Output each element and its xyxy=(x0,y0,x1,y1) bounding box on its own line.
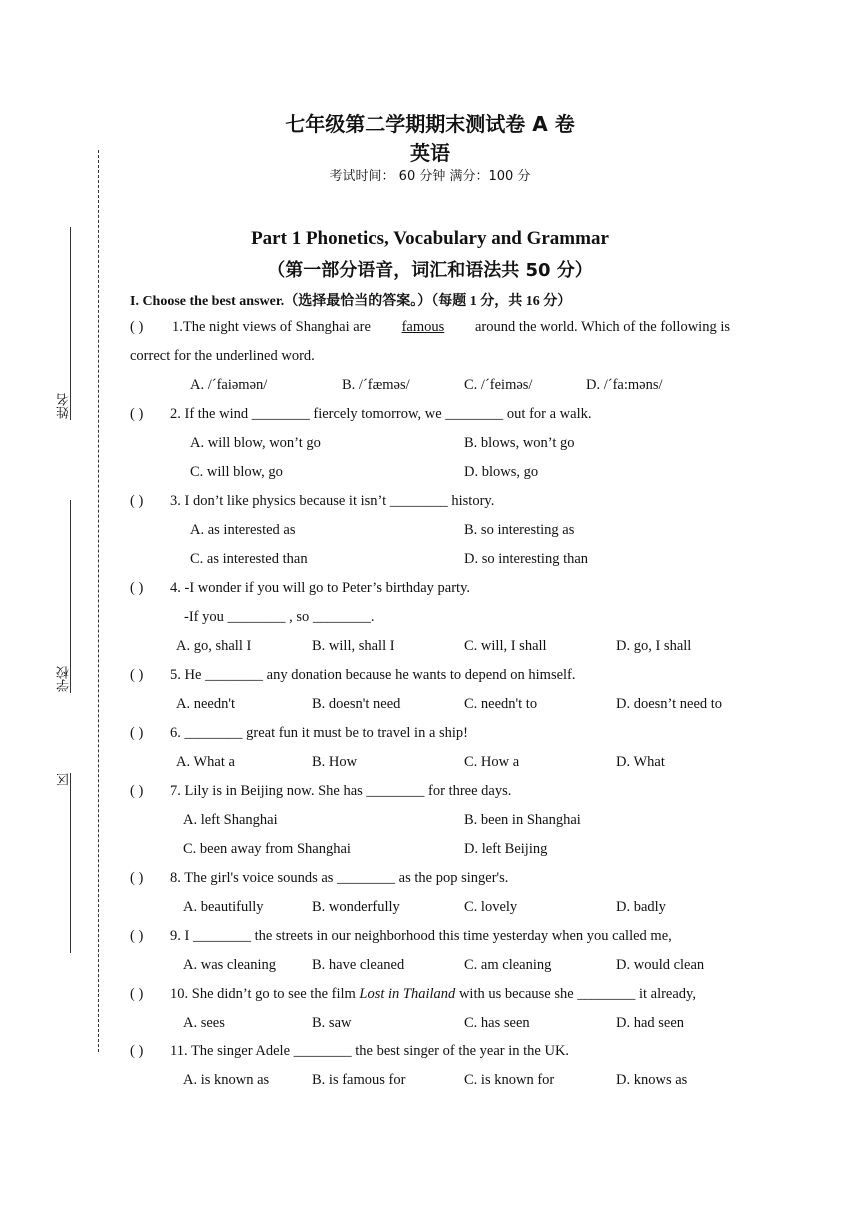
q8-option-c: C. lovely xyxy=(464,899,518,915)
q11-option-d: D. knows as xyxy=(616,1072,688,1088)
q10-stem-post: with us because she ________ it already, xyxy=(455,986,696,1002)
q3-option-c: C. as interested than xyxy=(190,551,308,567)
q4-stem: 4. -I wonder if you will go to Peter’s birthday party. xyxy=(170,580,471,596)
q2-stem: 2. If the wind ________ fiercely tomorrow, we ________ out for a walk. xyxy=(170,406,592,422)
q3-option-d: D. so interesting than xyxy=(464,551,589,567)
q1-option-d: D. /ˊfa:məns/ xyxy=(586,377,663,393)
q5-option-c: C. needn't to xyxy=(464,696,538,712)
q8-stem: 8. The girl's voice sounds as ________ as the pop singer's. xyxy=(170,870,509,886)
q3-option-b: B. so interesting as xyxy=(464,522,575,538)
q4-option-a: A. go, shall I xyxy=(176,638,252,654)
q6-stem: 6. ________ great fun it must be to travel in a ship! xyxy=(170,725,469,741)
q10-option-b: B. saw xyxy=(312,1015,352,1031)
school-line xyxy=(70,500,71,693)
q5-option-b: B. doesn't need xyxy=(312,696,401,712)
q3-stem: 3. I don’t like physics because it isn’t ________ history. xyxy=(170,493,495,509)
part1-title: Part 1 Phonetics, Vocabulary and Grammar xyxy=(251,228,609,249)
q5-blank: ( ) xyxy=(130,667,144,683)
q1-option-c: C. /ˊfeiməs/ xyxy=(464,377,533,393)
q9-option-c: C. am cleaning xyxy=(464,957,552,973)
exam-subject: 英语 xyxy=(410,141,450,165)
q9-blank: ( ) xyxy=(130,928,144,944)
q2-option-d: D. blows, go xyxy=(464,464,539,480)
q6-option-b: B. How xyxy=(312,754,358,770)
q9-option-a: A. was cleaning xyxy=(183,957,277,973)
q8-blank: ( ) xyxy=(130,870,144,886)
district-label: 区 xyxy=(57,773,72,786)
q7-stem: 7. Lily is in Beijing now. She has ________ for three days. xyxy=(170,783,512,799)
q10-film-title: Lost in Thailand xyxy=(359,986,456,1002)
name-label: 姓名 xyxy=(57,393,72,419)
q1-option-a: A. /ˊfaiəmən/ xyxy=(190,377,268,393)
q1-blank: ( ) xyxy=(130,319,144,335)
q6-option-d: D. What xyxy=(616,754,665,770)
q3-option-a: A. as interested as xyxy=(190,522,296,538)
q2-blank: ( ) xyxy=(130,406,144,422)
q10-stem-pre: 10. She didn’t go to see the film xyxy=(170,986,360,1002)
q8-option-b: B. wonderfully xyxy=(312,899,400,915)
q10-option-c: C. has seen xyxy=(464,1015,530,1031)
q8-option-a: A. beautifully xyxy=(183,899,264,915)
section1-heading: I. Choose the best answer.（选择最恰当的答案。）（每题 1 分，共 16 分） xyxy=(130,294,572,309)
q6-blank: ( ) xyxy=(130,725,144,741)
exam-title: 七年级第二学期期末测试卷 A 卷 xyxy=(285,112,575,136)
q11-blank: ( ) xyxy=(130,1043,144,1059)
q11-option-a: A. is known as xyxy=(183,1072,270,1088)
q6-option-c: C. How a xyxy=(464,754,520,770)
q2-option-c: C. will blow, go xyxy=(190,464,283,480)
q1-stem xyxy=(172,319,730,336)
q4-stem-line2: -If you ________ , so ________. xyxy=(184,609,375,625)
q6-option-a: A. What a xyxy=(176,754,235,770)
q7-option-c: C. been away from Shanghai xyxy=(183,841,351,857)
q2-option-a: A. will blow, won’t go xyxy=(190,435,321,451)
q1-underlined-word: famous xyxy=(401,319,445,335)
q8-option-d: D. badly xyxy=(616,899,666,915)
q2-option-b: B. blows, won’t go xyxy=(464,435,575,451)
q1-option-b: B. /ˊfæməs/ xyxy=(342,377,410,393)
q10-stem xyxy=(170,986,696,1003)
q9-option-d: D. would clean xyxy=(616,957,705,973)
q11-option-c: C. is known for xyxy=(464,1072,555,1088)
q7-option-d: D. left Beijing xyxy=(464,841,548,857)
q7-option-b: B. been in Shanghai xyxy=(464,812,581,828)
school-label: 学校 xyxy=(57,666,72,692)
district-line xyxy=(70,773,71,953)
q11-stem: 11. The singer Adele ________ the best singer of the year in the UK. xyxy=(170,1043,570,1059)
q5-option-a: A. needn't xyxy=(176,696,235,712)
q5-stem: 5. He ________ any donation because he wants to depend on himself. xyxy=(170,667,576,683)
q10-blank: ( ) xyxy=(130,986,144,1002)
q9-option-b: B. have cleaned xyxy=(312,957,405,973)
q10-option-a: A. sees xyxy=(183,1015,225,1031)
q11-option-b: B. is famous for xyxy=(312,1072,406,1088)
binding-dashed-line xyxy=(98,150,99,1052)
q4-option-d: D. go, I shall xyxy=(616,638,692,654)
q4-option-c: C. will, I shall xyxy=(464,638,547,654)
q5-option-d: D. doesn’t need to xyxy=(616,696,723,712)
q7-blank: ( ) xyxy=(130,783,144,799)
exam-info: 考试时间： 60 分钟 满分：100 分 xyxy=(329,169,531,184)
q1-stem-pre: 1.The night views of Shanghai are xyxy=(172,319,371,335)
q9-stem: 9. I ________ the streets in our neighborhood this time yesterday when you called me, xyxy=(170,928,672,944)
q7-option-a: A. left Shanghai xyxy=(183,812,278,828)
q3-blank: ( ) xyxy=(130,493,144,509)
q1-stem-line2: correct for the underlined word. xyxy=(130,348,315,364)
q10-option-d: D. had seen xyxy=(616,1015,685,1031)
part1-subtitle: （第一部分语音，词汇和语法共 50 分） xyxy=(267,260,593,281)
q4-option-b: B. will, shall I xyxy=(312,638,395,654)
q4-blank: ( ) xyxy=(130,580,144,596)
q1-stem-post: around the world. Which of the following is xyxy=(474,319,730,335)
